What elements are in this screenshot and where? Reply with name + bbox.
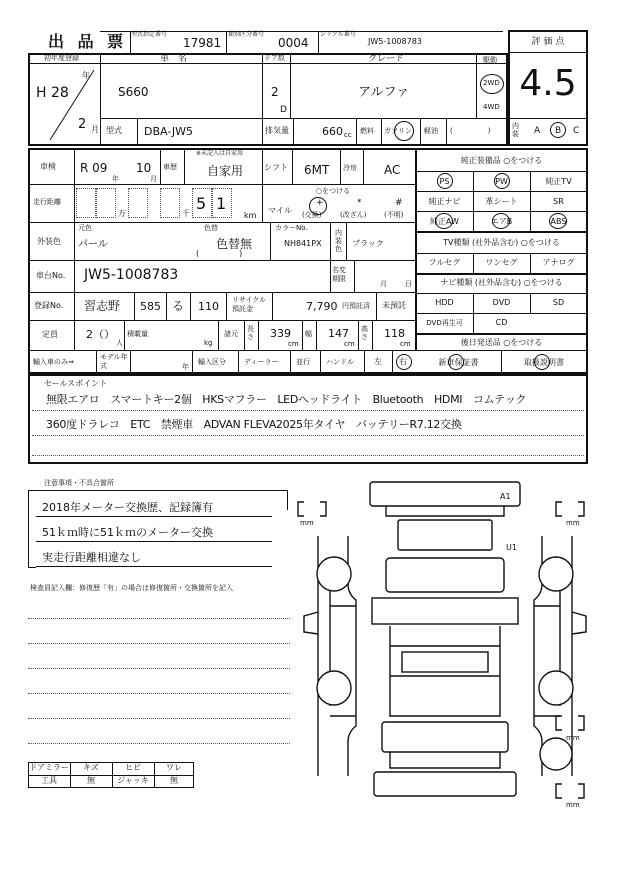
- original-color-label: 元色: [78, 224, 92, 232]
- dvd-cd: CD: [495, 318, 508, 327]
- color-change-paren: ( ): [196, 249, 243, 258]
- fuel-other: ( ): [450, 127, 491, 135]
- reg-label: 登録No.: [34, 301, 64, 310]
- legend-break: ワレ: [166, 763, 182, 772]
- interior-a: A: [534, 126, 541, 136]
- equip-pw: PW: [495, 177, 508, 186]
- import-dealer: ディーラー: [244, 358, 279, 366]
- car-name-label: 車 名: [160, 54, 188, 64]
- interior-c: C: [573, 126, 580, 136]
- grade-value: アルファ: [358, 85, 410, 100]
- mileage-opt-3: (不明): [384, 211, 404, 219]
- mm-label-1: mm: [300, 519, 314, 527]
- mm-label-3: mm: [566, 734, 580, 742]
- genuine-header: 純正装備品 ○をつける: [460, 156, 543, 165]
- color-no: NH841PX: [284, 239, 322, 248]
- drive-4wd: 4WD: [483, 103, 500, 111]
- load-unit: kg: [204, 339, 213, 347]
- drive-2wd: 2WD: [483, 79, 500, 87]
- sales-points-label: セールスポイント: [44, 379, 108, 388]
- inspection-era: R 09: [80, 161, 108, 175]
- capacity-unit: 人: [116, 339, 123, 347]
- inspector-line-2[interactable]: [28, 643, 290, 644]
- first-reg-era: H 28: [36, 85, 69, 101]
- height-label: 高さ: [361, 325, 368, 341]
- title-change-label: 名変期限: [332, 266, 346, 283]
- height-unit: cm: [400, 340, 411, 348]
- fuel-label: 燃料: [360, 127, 374, 135]
- interior-color: ブラック: [352, 239, 384, 248]
- sales-points-line-2: 360度ドラレコ ETC 禁煙車 ADVAN FLEVA2025年タイヤ バッテリーR7.12交換: [46, 418, 462, 431]
- handle-label: ハンドル: [326, 358, 354, 366]
- inspection-label: 車検: [40, 162, 56, 171]
- color-no-label: カラーNo.: [275, 224, 308, 232]
- model-year-label: モデル年式: [100, 353, 128, 370]
- recycle-label: リサイクル預託金: [232, 296, 267, 313]
- class-no-label: 類別区分番号: [228, 31, 265, 38]
- tv-fullseg: フルセグ: [428, 258, 461, 267]
- cooler-value: AC: [384, 163, 401, 177]
- equip-sr: SR: [553, 197, 564, 206]
- fuel-gasoline: ガソリン: [384, 127, 412, 135]
- legend-jack-value: 無: [170, 776, 178, 785]
- handle-left: 左: [374, 357, 382, 366]
- form-header: [28, 30, 504, 54]
- notes-line-2: 51ｋｍ時に51ｋｍのメーター交換: [42, 526, 213, 539]
- width-value: 147: [328, 327, 349, 340]
- equip-airbag: エアB: [490, 217, 513, 226]
- damage-mark-u1: U1: [506, 543, 517, 552]
- type-no-label: 型式指定番号: [131, 31, 168, 38]
- cooler-label: 冷房: [343, 164, 357, 172]
- mileage-circle-note: ○をつける: [316, 187, 351, 195]
- length-label: 長さ: [247, 325, 254, 341]
- legend-tools-value: 無: [87, 776, 95, 785]
- mileage-digit-2: 1: [216, 194, 227, 213]
- later-header: 後日発送品 ○をつける: [460, 338, 543, 347]
- equip-ps-circle: [437, 173, 453, 189]
- inspection-month: 10: [136, 161, 152, 175]
- interior-color-label: 内装色: [335, 229, 342, 253]
- original-color: パール: [78, 239, 108, 250]
- mileage-man: 万: [118, 209, 126, 218]
- inspector-line-5[interactable]: [28, 718, 290, 719]
- inspector-line-3[interactable]: [28, 668, 290, 669]
- mileage-digit-1: 5: [196, 194, 207, 213]
- legend-mirror: ドアミラー: [29, 763, 69, 772]
- color-change-label: 色替: [204, 224, 218, 232]
- first-reg-month-suffix: 月: [91, 125, 99, 134]
- navi-header: ナビ種類 (社外品含む) ○をつける: [440, 278, 563, 287]
- equip-abs: ABS: [550, 217, 567, 226]
- mileage-opt-2: (改ざん): [340, 211, 367, 219]
- car-diagram: [290, 476, 600, 816]
- equip-abs-circle: [549, 213, 567, 229]
- door-type: D: [280, 105, 287, 115]
- chassis-value: JW5-1008783: [84, 267, 179, 283]
- width-label: 幅: [305, 330, 312, 338]
- form-title: 出 品 票: [48, 32, 128, 51]
- model-value: DBA-JW5: [144, 125, 194, 138]
- inspection-month-suffix: 月: [150, 175, 157, 183]
- mileage-sen: 千: [182, 209, 190, 218]
- recycle-value: 7,790: [306, 300, 338, 313]
- first-reg-month: 2: [78, 117, 87, 132]
- navi-dvd: DVD: [492, 298, 511, 307]
- legend-jack: ジャッキ: [117, 776, 149, 785]
- damage-mark-a1: A1: [500, 492, 511, 501]
- inspector-label: 検査員記入欄：修復歴「有」の場合は修復箇所・交換箇所を記入: [30, 584, 233, 592]
- class-no-value: 0004: [278, 36, 309, 50]
- mileage-km: km: [244, 211, 257, 220]
- interior-label: 内装: [512, 122, 519, 138]
- later-manual-circle: [534, 354, 550, 370]
- navi-sd: SD: [552, 298, 565, 307]
- reg-class: 585: [140, 300, 161, 313]
- fuel-light: 軽油: [424, 127, 438, 135]
- notes-line-3: 実走行距離相違なし: [42, 551, 141, 564]
- handle-right: 右: [399, 357, 407, 366]
- sales-points-line-1: 無限エアロ スマートキー2個 HKSマフラー LEDヘッドライト Bluetooth HDMI コムテック: [46, 393, 527, 406]
- mileage-mark-3: #: [395, 198, 403, 208]
- dims-label: 諸元: [224, 330, 238, 338]
- recycle-status-2: 未預託: [382, 301, 406, 310]
- mileage-mark-1: +: [316, 198, 324, 208]
- rating-score: 4.5: [519, 63, 577, 104]
- mileage-opt-1: (交換): [302, 211, 322, 219]
- exterior-label: 外装色: [37, 237, 61, 246]
- equip-tv: 純正TV: [545, 177, 572, 186]
- equip-navi: 純正ナビ: [428, 197, 461, 206]
- rating-label: 評 価 点: [531, 37, 565, 47]
- history-label: 車歴: [163, 163, 177, 171]
- mileage-digit-boxes: [76, 188, 256, 218]
- equip-aw-circle: [435, 213, 453, 229]
- tv-oneseg: ワンセグ: [485, 258, 518, 267]
- tv-header: TV種類 (社外品含む) ○をつける: [443, 238, 560, 247]
- mileage-mark-2: *: [357, 198, 362, 208]
- interior-b: B: [555, 126, 562, 136]
- equip-aw: 純正AW: [430, 217, 459, 226]
- reg-num: 110: [198, 300, 219, 313]
- length-unit: cm: [288, 340, 299, 348]
- shift-value: 6MT: [304, 163, 330, 177]
- cc-label: 排気量: [265, 126, 289, 135]
- cc-unit: cc: [344, 131, 352, 139]
- recycle-unit: 円: [342, 302, 349, 310]
- legend-tools: 工具: [41, 776, 57, 785]
- navi-hdd: HDD: [435, 298, 454, 307]
- color-change: 色替無: [216, 237, 253, 251]
- width-unit: cm: [344, 340, 355, 348]
- import-parallel: 並行: [296, 358, 310, 366]
- mileage-mile-label: マイル: [268, 206, 292, 215]
- reg-kana: る: [172, 299, 185, 313]
- legend-scratch: キズ: [83, 763, 99, 772]
- first-reg-year-suffix: 年: [82, 71, 90, 80]
- equip-leather: 革シート: [485, 197, 518, 206]
- car-name: S660: [118, 85, 149, 99]
- notes-label: 注意事項・不具合箇所: [44, 479, 114, 487]
- reg-area: 習志野: [84, 299, 121, 313]
- model-year-unit: 年: [182, 363, 189, 371]
- door-label: ドア数: [264, 54, 285, 62]
- inspector-line-4[interactable]: [28, 693, 290, 694]
- serial-label: シリアル番号: [320, 31, 356, 38]
- length-value: 339: [270, 327, 291, 340]
- grade-label: グレード: [368, 54, 405, 64]
- import-label: 輸入車のみ⇒: [33, 358, 74, 366]
- door-count: 2: [271, 85, 279, 99]
- mm-label-2: mm: [566, 519, 580, 527]
- mileage-label: 走行距離: [33, 198, 61, 206]
- notes-line-1: 2018年メーター交換歴、記録簿有: [42, 501, 213, 514]
- load-label: 積載量: [127, 330, 148, 338]
- shift-label: シフト: [264, 163, 288, 172]
- equip-pw-circle: [494, 173, 510, 189]
- capacity-value: 2（）: [86, 328, 115, 341]
- cc-value: 660: [322, 125, 343, 138]
- title-change-day: 日: [405, 280, 412, 288]
- tv-analog: アナログ: [542, 258, 575, 267]
- fuel-gasoline-circle: [394, 121, 414, 141]
- history-note: ※未記入は自家用: [196, 150, 244, 157]
- later-warranty: 新車保証書: [438, 358, 479, 367]
- dvd-playable: DVD再生可: [426, 319, 463, 327]
- interior-b-circle: [550, 122, 566, 138]
- drive-label: 駆動: [483, 56, 497, 64]
- history-value: 自家用: [207, 164, 244, 178]
- first-reg-label: 初年度登録: [44, 54, 79, 62]
- equip-airbag-circle: [492, 213, 510, 229]
- later-warranty-circle: [448, 354, 464, 370]
- type-no-value: 17981: [183, 36, 222, 50]
- mm-label-4: mm: [566, 801, 580, 809]
- model-label: 型式: [106, 126, 122, 135]
- later-manual: 取扱説明書: [524, 358, 564, 367]
- import-class-label: 輸入区分: [198, 358, 226, 366]
- recycle-status: 預託済: [349, 302, 370, 310]
- equip-ps: PS: [439, 177, 450, 186]
- handle-right-circle: [396, 354, 412, 370]
- inspection-year-suffix: 年: [112, 175, 119, 183]
- title-change-month: 月: [380, 280, 387, 288]
- inspector-line-1[interactable]: [28, 618, 290, 619]
- serial-value: JW5-1008783: [368, 37, 422, 46]
- chassis-label: 車台No.: [36, 271, 66, 280]
- legend-crack: ヒビ: [125, 763, 141, 772]
- height-value: 118: [384, 327, 405, 340]
- capacity-label: 定員: [42, 330, 58, 339]
- inspector-line-6[interactable]: [28, 743, 290, 744]
